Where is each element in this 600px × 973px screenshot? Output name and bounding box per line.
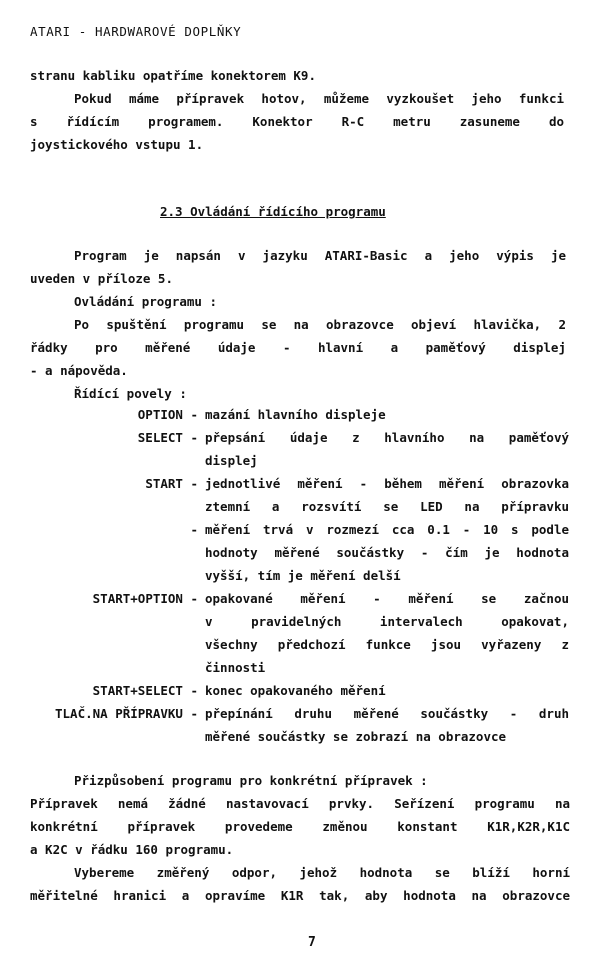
command-key: START+OPTION - xyxy=(92,591,198,606)
command-desc: konec opakovaného měření xyxy=(205,683,386,698)
command-key: TLAČ.NA PŘÍPRAVKU - xyxy=(55,706,198,721)
body-line: Ovládání programu : xyxy=(74,294,217,309)
command-desc: všechny předchozí funkce jsou vyřazeny z xyxy=(205,637,569,652)
command-key: OPTION - xyxy=(137,407,198,422)
command-key: - xyxy=(190,522,198,537)
command-desc: hodnoty měřené součástky - čím je hodnota xyxy=(205,545,569,560)
command-desc: přepínání druhu měřené součástky - druh xyxy=(205,706,569,721)
body-line: měřitelné hranici a opravíme K1R tak, aby hodnota na obrazovce xyxy=(30,888,570,903)
command-desc: mazání hlavního displeje xyxy=(205,407,386,422)
command-key: SELECT - xyxy=(137,430,198,445)
body-line: Po spuštění programu se na obrazovce objeví hlavička, 2 xyxy=(74,317,566,332)
body-line: Přípravek nemá žádné nastavovací prvky. Seřízení programu na xyxy=(30,796,570,811)
body-line: - a nápověda. xyxy=(30,363,128,378)
command-desc: přepsání údaje z hlavního na paměťový xyxy=(205,430,569,445)
command-desc: opakované měření - měření se začnou xyxy=(205,591,569,606)
command-desc: vyšší, tím je měření delší xyxy=(205,568,401,583)
command-desc: v pravidelných intervalech opakovat, xyxy=(205,614,569,629)
command-key: START+SELECT - xyxy=(92,683,198,698)
command-desc: činnosti xyxy=(205,660,266,675)
command-desc: měřené součástky se zobrazí na obrazovce xyxy=(205,729,507,744)
body-line: Řídící povely : xyxy=(74,386,187,401)
body-line: joystickového vstupu 1. xyxy=(30,137,204,152)
command-desc: displej xyxy=(205,453,258,468)
command-desc: jednotlivé měření - během měření obrazovka xyxy=(205,476,569,491)
command-desc: ztemní a rozsvítí se LED na přípravku xyxy=(205,499,569,514)
body-line: Pokud máme přípravek hotov, můžeme vyzkoušet jeho funkci xyxy=(74,91,564,106)
body-line: a K2C v řádku 160 programu. xyxy=(30,842,234,857)
command-key: START - xyxy=(145,476,198,491)
body-line: uveden v příloze 5. xyxy=(30,271,173,286)
body-line: stranu kabliku opatříme konektorem K9. xyxy=(30,68,316,83)
section-title: 2.3 Ovládání řídícího programu xyxy=(160,204,386,219)
body-line: řádky pro měřené údaje - hlavní a paměťový displej xyxy=(30,340,566,355)
body-line: konkrétní přípravek provedeme změnou konstant K1R,K2R,K1C xyxy=(30,819,570,834)
body-line: Vybereme změřený odpor, jehož hodnota se blíží horní xyxy=(74,865,570,880)
page-number: 7 xyxy=(308,935,316,950)
body-line: s řídícím programem. Konektor R-C metru zasuneme do xyxy=(30,114,564,129)
command-desc: měření trvá v rozmezí cca 0.1 - 10 s podle xyxy=(205,522,569,537)
body-line: Program je napsán v jazyku ATARI-Basic a jeho výpis je xyxy=(74,248,566,263)
body-line: Přizpůsobení programu pro konkrétní přípravek : xyxy=(74,773,428,788)
running-header: ATARI - HARDWAROVÉ DOPLŇKY xyxy=(30,24,242,39)
